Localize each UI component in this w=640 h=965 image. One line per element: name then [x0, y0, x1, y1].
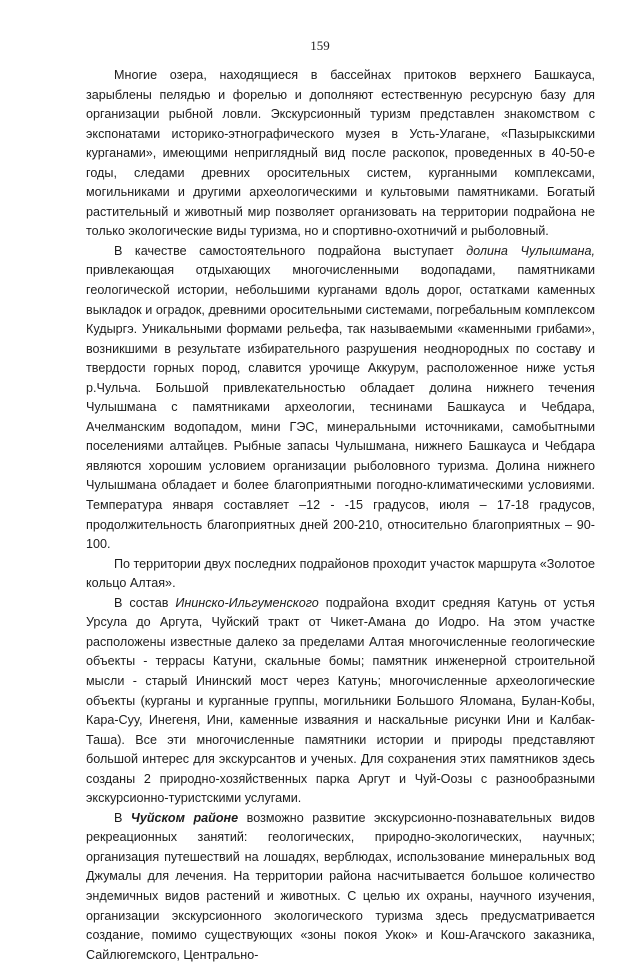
- paragraph-ininsko-ilgumensky: [86, 594, 595, 809]
- paragraph-text: По территории двух последних подрайонов проходит участок маршрута «Золотое кольцо Алтая».: [86, 556, 595, 591]
- paragraph-text-rest: привлекающая отдыхающих многочисленными водопадами, памятниками геологической истории, небольшими курганами вдоль дорог, остатками каменных выкладок и оградок, древними оросительными системами, погребальным комплексом Кудыргэ. Уникальными формами рельефа, так называемыми «каменными грибами», возникшими в результате избирательного разрушения неоднородных по составу и твердости горных пород, славится урочище Аккурум, расположенное ниже устья р.Чульча. Большой привлекательностью обладает долина нижнего течения Чулышмана с памятниками археологии, теснинами Башкауса и Чебдара, Ачелманским водопадом, мини ГЭС, минеральными источниками, самобытными поселениями алтайцев. Рыбные запасы Чулышмана, нижнего Башкауса и Чебдара являются хорошим условием организации рыболовного туризма. Долина нижнего Чулышмана обладает и более благоприятными погодно-климатическими условиями. Температура января составляет –12 - -15 градусов, июля – 17-18 градусов, продолжительность благоприятных дней 200-210, относительно благоприятных – 90-100.: [86, 263, 595, 552]
- bold-term-chuysky-district: Чуйском районе: [130, 810, 239, 825]
- italic-term-ininsko-ilgumensky: Ининско-Ильгуменского: [175, 595, 319, 610]
- page-number: 159: [310, 38, 330, 53]
- paragraph-lakes-tourism: [86, 66, 595, 242]
- paragraph-text-start: В состав: [114, 595, 176, 610]
- body-text: [86, 66, 595, 965]
- paragraph-text: Многие озера, находящиеся в бассейнах притоков верхнего Башкауса, зарыблены пелядью и форелью и дополняют естественную ресурсную базу для организации рыбной ловли. Экскурсионный туризм представлен знакомством с экспонатами историко-этнографического музея в Усть-Улагане, «Пазырыкскими курганами», имеющими неприглядный вид после раскопок, проведенных в 40-50-е годы, следами древних оросительных систем, курганными комплексами, могильниками и другими археологическими и культовыми памятниками. Богатый растительный и животный мир позволяет организовать на территории подрайона не только экологические виды туризма, но и спортивно-охотничий и рыболовный.: [86, 68, 595, 239]
- paragraph-text-rest: подрайона входит средняя Катунь от устья Урсула до Аргута, Чуйский тракт от Чикет-Амана до Иодро. На этом участке расположены известные далеко за пределами Алтая многочисленные геологические объекты - террасы Катуни, скальные бомы; памятник инженерной строительной мысли - старый Ининский мост через Катунь; многочисленные археологические объекты (курганы и курганные группы, могильники Большого Яломана, Булан-Кобы, Кара-Суу, Инегеня, Ини, каменные изваяния и наскальные рисунки Ини и Калбак-Таша). Все эти многочисленные памятники истории и природы представляют большой интерес для экскурсантов и ученых. Для сохранения этих памятников здесь созданы 2 природно-хозяйственных парка Аргут и Чуй-Оозы с разнообразными экскурсионно-туристскими услугами.: [86, 595, 595, 806]
- paragraph-chulyshman-valley: [86, 242, 595, 555]
- paragraph-chuysky-district: [86, 809, 595, 965]
- paragraph-text-start: В: [114, 810, 131, 825]
- paragraph-text-start: В качестве самостоятельного подрайона выступает: [114, 243, 467, 258]
- paragraph-text-rest: возможно развитие экскурсионно-познавательных видов рекреационных занятий: геологических, природно-экологических, научных; организация путешествий на лошадях, верблюдах, использование минеральных вод Джумалы для лечения. На территории района насчитывается большое количество эндемичных видов растений и животных. С целью их охраны, научного изучения, организации экскурсионного экологического туризма здесь предусматривается создание, помимо существующих «зоны покоя Укок» и Кош-Агачского заказника, Сайлюгемского, Центрально-: [86, 810, 596, 962]
- italic-term-chulyshman: долина Чулышмана,: [466, 243, 595, 258]
- paragraph-golden-ring-route: [86, 555, 595, 594]
